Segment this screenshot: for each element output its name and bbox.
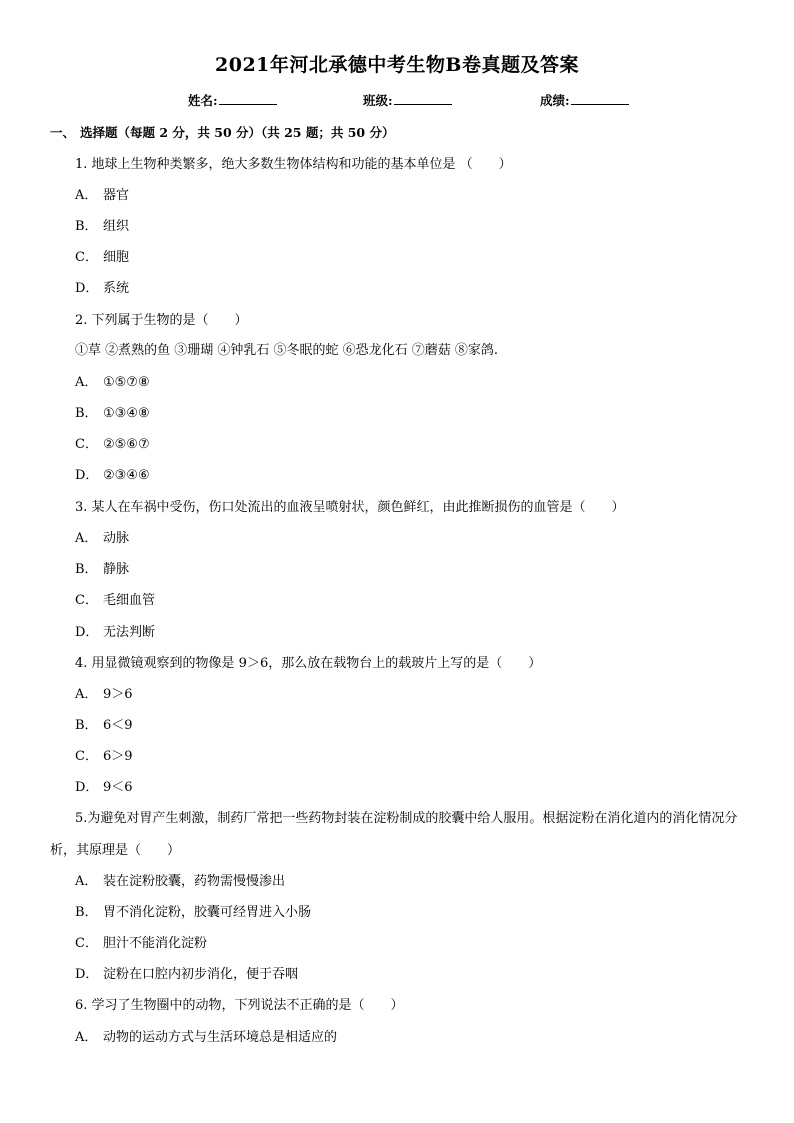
option-letter: C． [75, 749, 98, 764]
option-letter: A． [75, 531, 98, 546]
class-field [363, 91, 452, 109]
score-blank[interactable] [571, 92, 629, 105]
question-2-option-c [75, 436, 150, 454]
question-4-option-b [75, 717, 133, 735]
option-letter: C． [75, 936, 98, 951]
section-text: 选择题（每题 2 分，共 50 分）（共 25 题；共 50 分） [80, 125, 395, 140]
score-field [540, 91, 629, 109]
question-4-option-c [75, 748, 133, 766]
option-text: 器官 [103, 188, 130, 203]
question-1-option-c [75, 249, 129, 267]
option-text: 9＞6 [103, 687, 133, 702]
question-1-stem: 1. 地球上生物种类繁多，绝大多数生物体结构和功能的基本单位是 （ ） [75, 157, 512, 172]
option-letter: A． [75, 375, 98, 390]
question-3-option-a [75, 530, 129, 548]
option-text: ①③④⑧ [103, 406, 150, 421]
option-letter: B． [75, 406, 98, 421]
question-2-items: ①草 ②煮熟的鱼 ③珊瑚 ④钟乳石 ⑤冬眠的蛇 ⑥恐龙化石 ⑦蘑菇 ⑧家鸽. [75, 343, 499, 358]
question-3-stem: 3. 某人在车祸中受伤，伤口处流出的血液呈喷射状，颜色鲜红，由此推断损伤的血管是（ ） [75, 500, 625, 515]
option-letter: B． [75, 219, 98, 234]
option-text: 9＜6 [103, 780, 133, 795]
option-text: ②⑤⑥⑦ [103, 437, 150, 452]
question-5-option-a [75, 873, 285, 891]
option-letter: C． [75, 593, 98, 608]
question-4-option-d [75, 779, 133, 797]
option-letter: A． [75, 874, 98, 889]
name-field [188, 91, 277, 109]
class-label: 班级: [363, 93, 393, 108]
option-letter: A． [75, 1030, 98, 1045]
option-text: 胆汁不能消化淀粉 [103, 936, 208, 951]
option-text: 静脉 [103, 562, 130, 577]
question-5-stem: 5.为避免对胃产生刺激，制药厂常把一些药物封装在淀粉制成的胶囊中给人服用。根据淀粉在消化道内的消化情况分析，其原理是（ ） [50, 811, 738, 858]
option-letter: C． [75, 437, 98, 452]
option-text: 系统 [103, 281, 130, 296]
option-text: 组织 [103, 219, 130, 234]
question-4-option-a [75, 686, 133, 704]
option-text: ②③④⑥ [103, 468, 150, 483]
name-label: 姓名: [188, 93, 218, 108]
option-text: 6＜9 [103, 718, 133, 733]
option-text: 毛细血管 [103, 593, 156, 608]
question-3-option-c [75, 592, 155, 610]
question-5-option-d [75, 966, 298, 984]
question-6-stem: 6. 学习了生物圈中的动物，下列说法不正确的是（ ） [75, 998, 404, 1013]
option-letter: B． [75, 905, 98, 920]
section-number: 一、 [50, 125, 76, 140]
option-letter: D． [75, 967, 99, 982]
question-2-option-b [75, 405, 150, 423]
option-letter: D． [75, 780, 99, 795]
question-3-option-d [75, 624, 155, 642]
option-letter: A． [75, 188, 98, 203]
option-text: ①⑤⑦⑧ [103, 375, 150, 390]
question-2-option-d [75, 467, 150, 485]
question-1-option-a [75, 187, 129, 205]
option-text: 装在淀粉胶囊，药物需慢慢渗出 [103, 874, 286, 889]
option-letter: D． [75, 281, 99, 296]
question-2-stem: 2. 下列属于生物的是（ ） [75, 313, 248, 328]
option-letter: B． [75, 718, 98, 733]
question-4-stem: 4. 用显微镜观察到的物像是 9＞6，那么放在载物台上的载玻片上写的是（ ） [75, 656, 542, 671]
option-text: 胃不消化淀粉，胶囊可经胃进入小肠 [103, 905, 312, 920]
option-text: 动物的运动方式与生活环境总是相适应的 [103, 1030, 338, 1045]
question-1-option-d [75, 280, 129, 298]
section-heading [50, 123, 394, 141]
option-text: 细胞 [103, 250, 130, 265]
option-text: 动脉 [103, 531, 130, 546]
question-5-option-c [75, 935, 207, 953]
option-letter: A． [75, 687, 98, 702]
question-2-option-a [75, 374, 150, 392]
option-text: 6＞9 [103, 749, 133, 764]
option-text: 无法判断 [103, 625, 156, 640]
document-title: 2021年河北承德中考生物B卷真题及答案 [215, 54, 579, 76]
question-1-option-b [75, 218, 129, 236]
option-letter: B． [75, 562, 98, 577]
name-blank[interactable] [219, 92, 277, 105]
question-6-option-a [75, 1029, 337, 1047]
question-5-option-b [75, 904, 311, 922]
option-letter: D． [75, 625, 99, 640]
option-text: 淀粉在口腔内初步消化，便于吞咽 [103, 967, 299, 982]
question-3-option-b [75, 561, 129, 579]
option-letter: C． [75, 250, 98, 265]
class-blank[interactable] [394, 92, 452, 105]
option-letter: D． [75, 468, 99, 483]
score-label: 成绩: [540, 93, 570, 108]
